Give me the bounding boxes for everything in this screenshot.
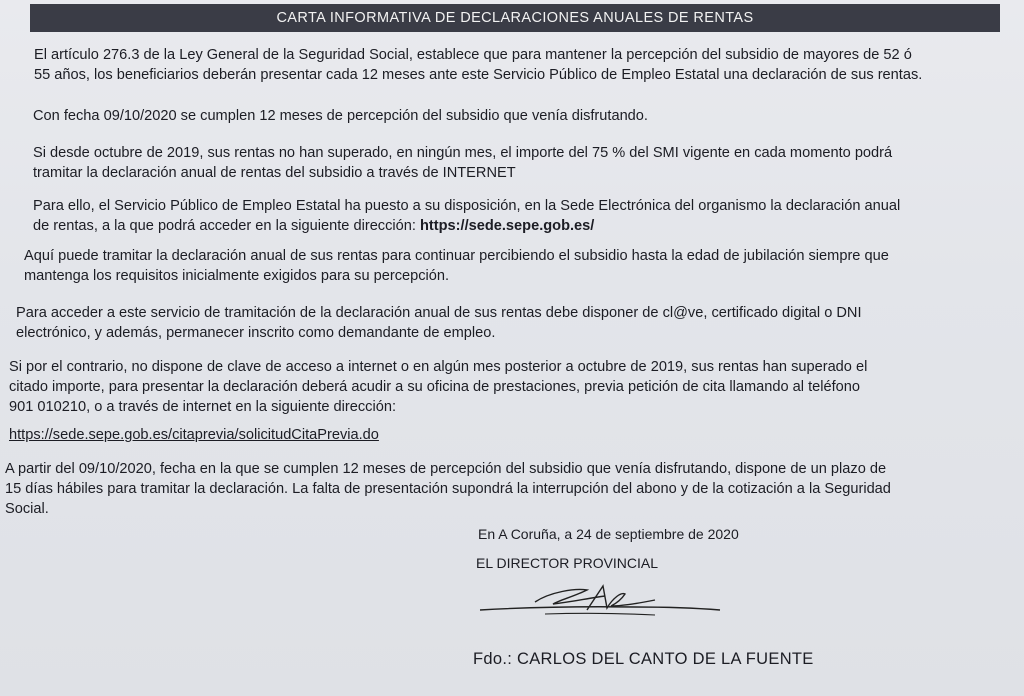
letter-title-bar bbox=[30, 4, 1000, 32]
paragraph-line: Con fecha 09/10/2020 se cumplen 12 meses de percepción del subsidio que venía disfrutando. bbox=[33, 108, 648, 124]
paragraph-line: 55 años, los beneficiarios deberán presentar cada 12 meses ante este Servicio Público de Empleo Estatal una declaración de sus rentas. bbox=[34, 67, 923, 83]
place-and-date: En A Coruña, a 24 de septiembre de 2020 bbox=[478, 526, 739, 542]
paragraph-line: Si desde octubre de 2019, sus rentas no han superado, en ningún mes, el importe del 75 % del SMI vigente en cada momento podrá bbox=[33, 145, 893, 161]
paragraph-deadline bbox=[5, 459, 1022, 519]
paragraph-line: 15 días hábiles para tramitar la declaración. La falta de presentación supondrá la interrupción del abono y de la cotización a la Seguridad bbox=[5, 481, 891, 497]
paragraph-line: tramitar la declaración anual de rentas del subsidio a través de INTERNET bbox=[33, 165, 516, 181]
paragraph-line: El artículo 276.3 de la Ley General de la Seguridad Social, establece que para mantener la percepción del subsidio de mayores de 52 ó bbox=[34, 47, 912, 63]
cita-previa-link[interactable]: https://sede.sepe.gob.es/citaprevia/solicitudCitaPrevia.do bbox=[9, 427, 379, 443]
paragraph-electronic-office bbox=[33, 196, 900, 236]
paragraph-income-condition bbox=[33, 143, 892, 183]
paragraph-legal-basis bbox=[34, 45, 922, 85]
paragraph-access-requirements bbox=[16, 303, 862, 343]
paragraph-line: 901 010210, o a través de internet en la siguiente dirección: bbox=[9, 399, 396, 415]
paragraph-line: Si por el contrario, no dispone de clave de acceso a internet o en algún mes posterior a octubre de 2019, sus rentas han superado el bbox=[9, 359, 868, 375]
sede-url-link[interactable]: https://sede.sepe.gob.es/ bbox=[419, 218, 595, 234]
paragraph-alternative-procedure bbox=[9, 357, 867, 445]
paragraph-line bbox=[33, 216, 900, 236]
signatory-name: Fdo.: CARLOS DEL CANTO DE LA FUENTE bbox=[473, 650, 814, 668]
paragraph-line: Para ello, el Servicio Público de Empleo Estatal ha puesto a su disposición, en la Sede Electrónica del organismo la declaración anual bbox=[33, 198, 901, 214]
signatory-role: EL DIRECTOR PROVINCIAL bbox=[476, 555, 659, 571]
paragraph-line: electrónico, y además, permanecer inscrito como demandante de empleo. bbox=[16, 325, 496, 341]
paragraph-line: mantenga los requisitos inicialmente exigidos para su percepción. bbox=[24, 268, 450, 284]
paragraph-text: de rentas, a la que podrá acceder en la siguiente dirección: bbox=[33, 218, 420, 234]
paragraph-line: A partir del 09/10/2020, fecha en la que se cumplen 12 meses de percepción del subsidio que venía disfrutando, dispone de un plazo de bbox=[5, 461, 887, 477]
letter-title: CARTA INFORMATIVA DE DECLARACIONES ANUALES DE RENTAS bbox=[276, 10, 754, 26]
paragraph-line: Social. bbox=[5, 501, 49, 517]
paragraph-line: Para acceder a este servicio de tramitación de la declaración anual de sus rentas debe disponer de cl@ve, certificado digital o DNI bbox=[16, 305, 862, 321]
paragraph-date-notice bbox=[33, 106, 648, 126]
paragraph-line: citado importe, para presentar la declaración deberá acudir a su oficina de prestaciones, previa petición de cita llamando al teléfono bbox=[9, 379, 860, 395]
paragraph-procedure-info bbox=[24, 246, 889, 286]
paragraph-line: Aquí puede tramitar la declaración anual de sus rentas para continuar percibiendo el subsidio hasta la edad de jubilación siempre que bbox=[24, 248, 889, 264]
handwritten-signature bbox=[475, 580, 725, 628]
